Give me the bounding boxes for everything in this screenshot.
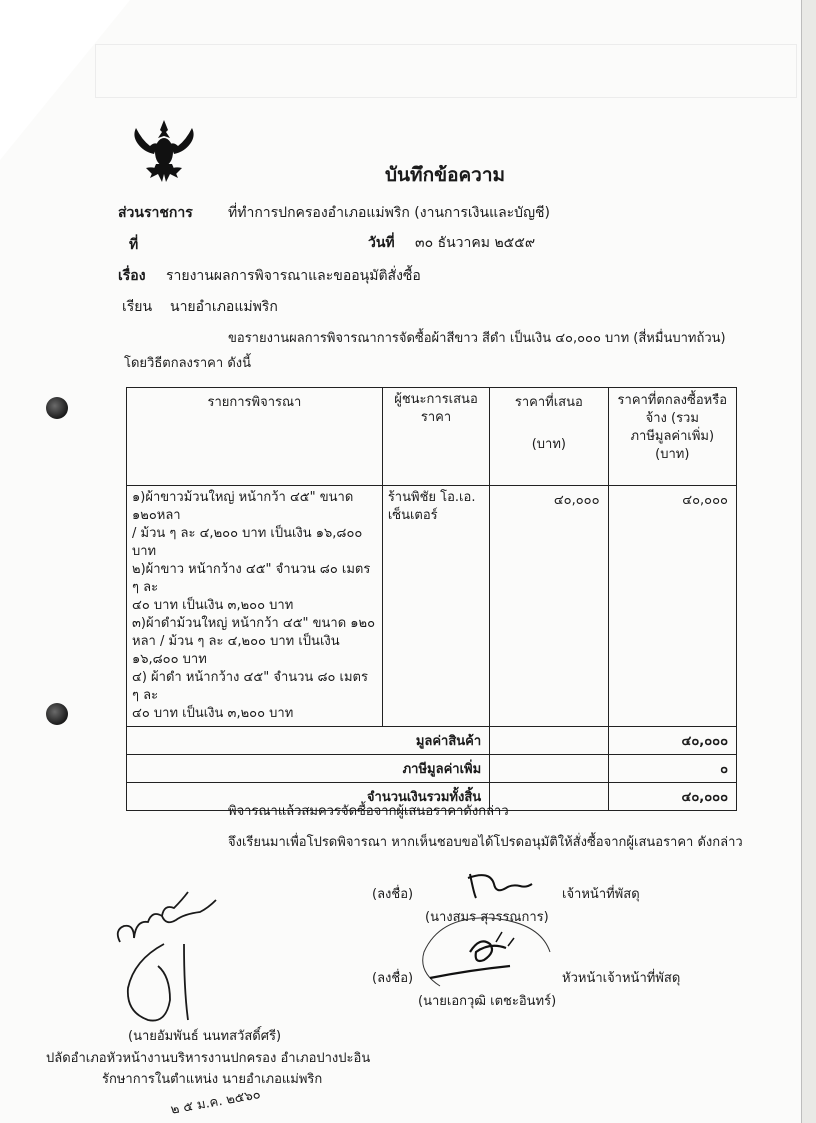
header-offer: ราคาที่เสนอ (บาท)	[490, 388, 608, 486]
intro-line-2: โดยวิธีตกลงราคา ดังนี้	[124, 356, 251, 371]
approver-signature	[104, 880, 234, 1030]
subtotal-row	[127, 727, 737, 755]
vat-row	[127, 755, 737, 783]
list-item: ๔๐ บาท เป็นเงิน ๓,๒๐๐ บาท	[132, 598, 294, 613]
winner-cell: ร้านพิชัย โอ.เอ. เซ็นเตอร์	[382, 486, 489, 727]
officer-signature	[460, 864, 540, 904]
vat-label: ภาษีมูลค่าเพิ่ม	[127, 755, 490, 783]
garuda-emblem	[128, 118, 200, 184]
sign-label-head: (ลงชื่อ)	[372, 971, 414, 986]
subject-label: เรื่อง	[118, 268, 146, 284]
pricing-table	[126, 387, 737, 811]
approver-position-1: ปลัดอำเภอหัวหน้างานบริหารงานปกครอง อำเภอปางปะอิน	[46, 1051, 371, 1066]
head-signature	[410, 912, 560, 994]
officer-name: (นางสมร สุวรรณการ)	[425, 910, 549, 925]
list-item: ๔) ผ้าดำ หน้ากว้าง ๔๕" จำนวน ๘๐ เมตร ๆ ละ	[132, 670, 368, 703]
agreed-value: ๔๐,๐๐๐	[608, 486, 736, 727]
dept-value: ที่ทำการปกครองอำเภอแม่พริก (งานการเงินและบัญชี)	[228, 205, 550, 221]
dept-label: ส่วนราชการ	[118, 205, 193, 221]
memo-title: บันทึกข้อความ	[385, 164, 506, 186]
approver-name: (นายอัมพันธ์ นนทสวัสดิ์ศรี)	[128, 1029, 282, 1044]
offer-value: ๔๐,๐๐๐	[490, 486, 608, 727]
header-winner: ผู้ชนะการเสนอ ราคา	[382, 388, 489, 486]
to-label: เรียน	[122, 299, 153, 315]
list-item: ๑)ผ้าขาวม้วนใหญ่ หน้ากว้า ๔๕" ขนาด ๑๒๐หลา	[132, 490, 354, 523]
table-row	[127, 486, 737, 727]
approver-date: ๒ ๕ ม.ค. ๒๕๖๐	[169, 1087, 262, 1118]
date-value: ๓๐ ธันวาคม ๒๕๕๙	[415, 235, 536, 251]
subtotal-label: มูลค่าสินค้า	[127, 727, 490, 755]
list-item: ๔๐ บาท เป็นเงิน ๓,๒๐๐ บาท	[132, 706, 294, 721]
table-header-row	[127, 388, 737, 486]
to-value: นายอำเภอแม่พริก	[170, 299, 278, 315]
closing-line-1: พิจารณาแล้วสมควรจัดซื้อจากผู้เสนอราคาดังกล่าว	[228, 804, 509, 819]
date-label: วันที่	[368, 235, 395, 251]
header-item: รายการพิจารณา	[127, 388, 383, 486]
closing-line-2: จึงเรียนมาเพื่อโปรดพิจารณา หากเห็นชอบขอได้โปรดอนุมัติให้สั่งซื้อจากผู้เสนอราคา ดังกล่าว	[228, 835, 743, 850]
subtotal-value: ๔๐,๐๐๐	[608, 727, 736, 755]
list-item: ๒)ผ้าขาว หน้ากว้าง ๔๕" จำนวน ๘๐ เมตร ๆ ละ	[132, 562, 371, 595]
officer-title: เจ้าหน้าที่พัสดุ	[562, 887, 640, 902]
item-list	[127, 486, 383, 727]
list-item: / ม้วน ๆ ละ ๔,๒๐๐ บาท เป็นเงิน ๑๖,๘๐๐ บาท	[132, 526, 363, 559]
header-agreed: ราคาที่ตกลงซื้อหรือ จ้าง (รวม ภาษีมูลค่าเพิ่ม) (บาท)	[608, 388, 736, 486]
approver-position-2: รักษาการในตำแหน่ง นายอำเภอแม่พริก	[102, 1072, 323, 1087]
punch-hole-bottom	[46, 703, 68, 725]
intro-line-1: ขอรายงานผลการพิจารณาการจัดซื้อผ้าสีขาว สีดำ เป็นเงิน ๔๐,๐๐๐ บาท (สี่หมื่นบาทถ้วน)	[228, 331, 726, 346]
vat-value: ๐	[608, 755, 736, 783]
total-value: ๔๐,๐๐๐	[608, 783, 736, 811]
page-edge	[801, 0, 816, 1123]
total-label: จำนวนเงินรวมทั้งสิ้น	[127, 783, 490, 811]
list-item: ๑๖,๘๐๐ บาท	[132, 652, 207, 667]
subject-value: รายงานผลการพิจารณาและขออนุมัติสั่งซื้อ	[166, 268, 421, 284]
bleed-through-shadow	[95, 44, 797, 98]
ref-label: ที่	[129, 237, 139, 253]
list-item: ๓)ผ้าดำม้วนใหญ่ หน้ากว้า ๔๕" ขนาด ๑๒๐	[132, 616, 376, 631]
head-name: (นายเอกวุฒิ เตชะอินทร์)	[418, 994, 557, 1009]
head-title: หัวหน้าเจ้าหน้าที่พัสดุ	[562, 971, 681, 986]
punch-hole-top	[46, 397, 68, 419]
sign-label-officer: (ลงชื่อ)	[372, 887, 414, 902]
list-item: หลา / ม้วน ๆ ละ ๔,๒๐๐ บาท เป็นเงิน	[132, 634, 340, 649]
